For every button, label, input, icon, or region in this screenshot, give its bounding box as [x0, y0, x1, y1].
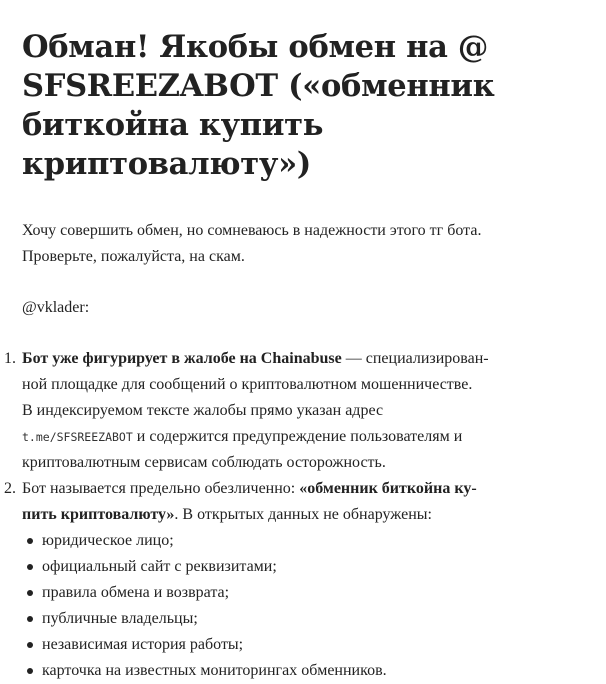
list-item: публичные владельцы;	[22, 606, 562, 632]
finding-text: ной площадке для сообщений о криптовалютном мошенничестве.	[22, 376, 473, 393]
bullet-icon	[27, 538, 33, 544]
question-line: Хочу совершить обмен, но сомневаюсь в надежности этого тг бота.	[22, 222, 482, 239]
finding-number: 2.	[4, 480, 16, 497]
author-handle: @vklader:	[22, 299, 90, 316]
list-item: карточка на известных мониторингах обменников.	[22, 658, 562, 684]
finding-lead: Бот уже фигурирует в жалобе на Chainabuse	[22, 350, 342, 367]
title-line: криптовалюту»)	[22, 146, 311, 182]
bot-link[interactable]: t.me/SFSREEZABOT	[22, 430, 133, 444]
finding-item	[0, 346, 562, 476]
finding-item	[0, 476, 562, 528]
bullet-icon	[27, 668, 33, 674]
finding-text: В индексируемом тексте жалобы прямо указан адрес	[22, 402, 384, 419]
user-question	[22, 218, 562, 270]
question-line: Проверьте, пожалуйста, на скам.	[22, 248, 245, 265]
bullet-icon	[27, 616, 33, 622]
finding-number: 1.	[4, 350, 16, 367]
finding-text: и содержится предупреждение пользователям и	[132, 428, 463, 445]
title-line: SFSREEZABOT («обменник	[22, 68, 495, 104]
title-line: Обман! Якобы обмен на @	[22, 29, 489, 65]
findings-list	[0, 346, 562, 528]
list-item: официальный сайт с реквизитами;	[22, 554, 562, 580]
finding-text: Бот называется предельно обезличенно:	[22, 480, 300, 497]
bullet-icon	[27, 642, 33, 648]
list-item: независимая история работы;	[22, 632, 562, 658]
bot-name-quote: пить криптовалюту»	[22, 506, 175, 523]
list-item: юридическое лицо;	[22, 528, 562, 554]
article-header	[22, 28, 562, 184]
bullet-icon	[27, 564, 33, 570]
bot-name-quote: «обменник биткойна ку-	[299, 480, 477, 497]
finding-text: — специализирован-	[341, 350, 489, 367]
article-title	[22, 28, 562, 184]
title-line: биткойна купить	[22, 107, 324, 143]
missing-data-list	[22, 528, 562, 684]
finding-text: криптовалютным сервисам соблюдать осторожность.	[22, 454, 386, 471]
bullet-icon	[27, 590, 33, 596]
list-item: правила обмена и возврата;	[22, 580, 562, 606]
finding-text: . В открытых данных не обнаружены:	[174, 506, 432, 523]
